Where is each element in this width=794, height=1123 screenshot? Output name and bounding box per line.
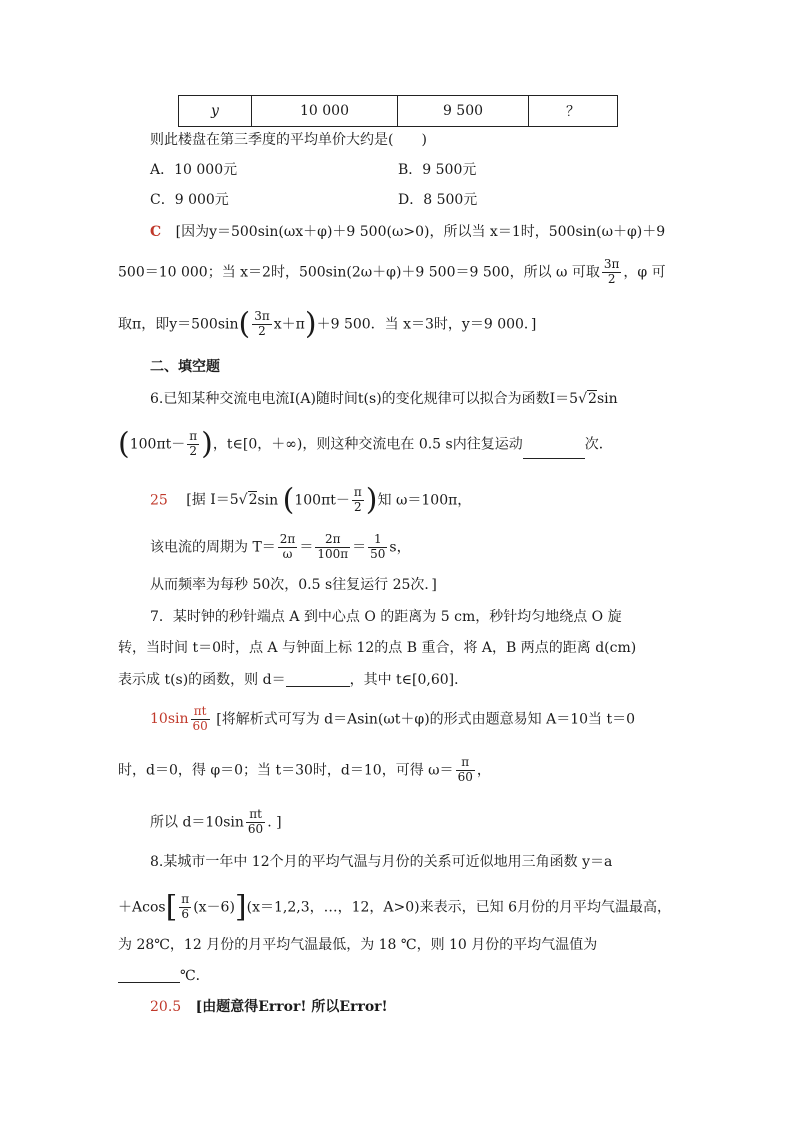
q8-line3: 为 28℃，12 月份的月平均气温最低，为 18 ℃，则 10 月份的平均气温值为 — [118, 937, 598, 953]
q7-line2: 转，当时间 t＝0时，点 A 与钟面上标 12的点 B 重合，将 A，B 两点的距离 d(cm) — [118, 640, 637, 656]
fraction-pi-over-6: $\frac{\pi}{6}$ — [181, 892, 190, 921]
q5-solution-line1: C [因为y＝500sin(ωx＋φ)＋9 500(ω>0)，所以当 x＝1时，500sin(ω＋φ)＋9 — [150, 224, 666, 240]
fraction-pit-over-60: $\frac{\pi t}{60}$ — [192, 704, 208, 733]
q5-option-d: D．8 500元 — [398, 192, 478, 208]
q7-line1: 7．某时钟的秒针端点 A 到中心点 O 的距离为 5 cm，秒针均匀地绕点 O 旋 — [150, 609, 622, 625]
answer-blank — [523, 444, 585, 459]
table-row — [179, 96, 618, 127]
q5-solution-line3: 取π，即y＝500sin( $\frac{3\pi}{2}$ x＋π)＋9 500．当 x＝3时，y＝9 000．] — [118, 306, 537, 342]
q8-solution: 20.5 [由题意得Error! 所以Error! — [150, 999, 388, 1015]
section-title: 二、填空题 — [150, 359, 220, 375]
fraction-pit-over-60: $\frac{\pi t}{60}$ — [247, 807, 264, 836]
q8-line2: ＋Acos[ $\frac{\pi}{6}$ (x－6)](x＝1,2,3，…，12，A>0)来表示，已知 6月份的月平均气温最高， — [118, 889, 672, 925]
q7-solution-line1: 10sin $\frac{\pi t}{60}$ [将解析式可写为 d＝Asin(ωt＋φ)的形式由题意易知 A＝10当 t＝0 — [150, 704, 636, 733]
q7-answer: 10sin $\frac{\pi t}{60}$ — [150, 704, 208, 733]
table-cell-unknown: ？ — [529, 96, 618, 127]
fraction-period-2: $\frac{2\pi}{100\pi}$ — [317, 532, 349, 561]
q6-line1: 6.已知某种交流电电流I(A)随时间t(s)的变化规律可以拟合为函数I＝5√2sin — [150, 391, 618, 407]
q5-option-c: C．9 000元 — [150, 192, 229, 208]
fraction-period-3: $\frac{1}{50}$ — [370, 532, 386, 561]
sqrt-2: √2 — [238, 492, 258, 509]
answer-blank — [118, 968, 180, 983]
table-cell-label: y — [179, 96, 252, 127]
answer-blank — [286, 672, 350, 687]
q6-answer: 25 — [150, 492, 168, 509]
q7-line3: 表示成 t(s)的函数，则 d＝ ，其中 t∈[0,60]． — [118, 672, 469, 688]
q7-solution-line3: 所以 d＝10sin $\frac{\pi t}{60}$ . ] — [150, 807, 282, 836]
fraction-3pi-over-2: $\frac{3\pi}{2}$ — [603, 257, 620, 286]
q6-solution-line3: 从而频率为每秒 50次，0.5 s往复运行 25次．] — [150, 577, 437, 593]
price-table — [178, 95, 618, 127]
fraction-pi-over-60: $\frac{\pi}{60}$ — [457, 755, 473, 784]
q8-answer: 20.5 — [150, 999, 182, 1015]
q6-solution-line1: 25 [据 I＝5√2sin (100πt－ $\frac{\pi}{2}$ )知 ω＝100π， — [150, 482, 472, 518]
q8-line4: ℃． — [118, 968, 210, 983]
table-cell-value-2: 9 500 — [398, 96, 529, 127]
fraction-pi-over-2: $\frac{\pi}{2}$ — [189, 429, 198, 458]
q6-line2: (100πt－ $\frac{\pi}{2}$ )，t∈[0，＋∞)，则这种交流电在 0.5 s内往复运动 次． — [118, 426, 613, 462]
fraction-3pi-over-2: $\frac{3\pi}{2}$ — [254, 309, 270, 338]
q5-question: 则此楼盘在第三季度的平均单价大约是( ) — [150, 132, 427, 148]
fraction-period-1: $\frac{2\pi}{\omega}$ — [279, 532, 296, 561]
q5-answer: C — [150, 224, 162, 240]
q8-line1: 8.某城市一年中 12个月的平均气温与月份的关系可近似地用三角函数 y＝a — [150, 854, 613, 870]
q5-option-a: A．10 000元 — [150, 162, 238, 178]
q5-option-b: B．9 500元 — [398, 162, 477, 178]
q5-solution-line2: 500＝10 000；当 x＝2时，500sin(2ω＋φ)＋9 500＝9 500，所以 ω 可取 $\frac{3\pi}{2}$ ，φ 可 — [118, 257, 666, 286]
q6-solution-line2: 该电流的周期为 T＝ $\frac{2\pi}{\omega}$ ＝ $\frac{2\pi}{100\pi}$ ＝ $\frac{1}{50}$ s， — [150, 532, 411, 561]
table-cell-value-1: 10 000 — [252, 96, 398, 127]
fraction-pi-over-2: $\frac{\pi}{2}$ — [353, 485, 362, 514]
sqrt-2: √2 — [578, 391, 597, 407]
q7-solution-line2: 时，d＝0，得 φ＝0；当 t＝30时，d＝10，可得 ω＝ $\frac{\pi}{60}$ ， — [118, 755, 491, 784]
